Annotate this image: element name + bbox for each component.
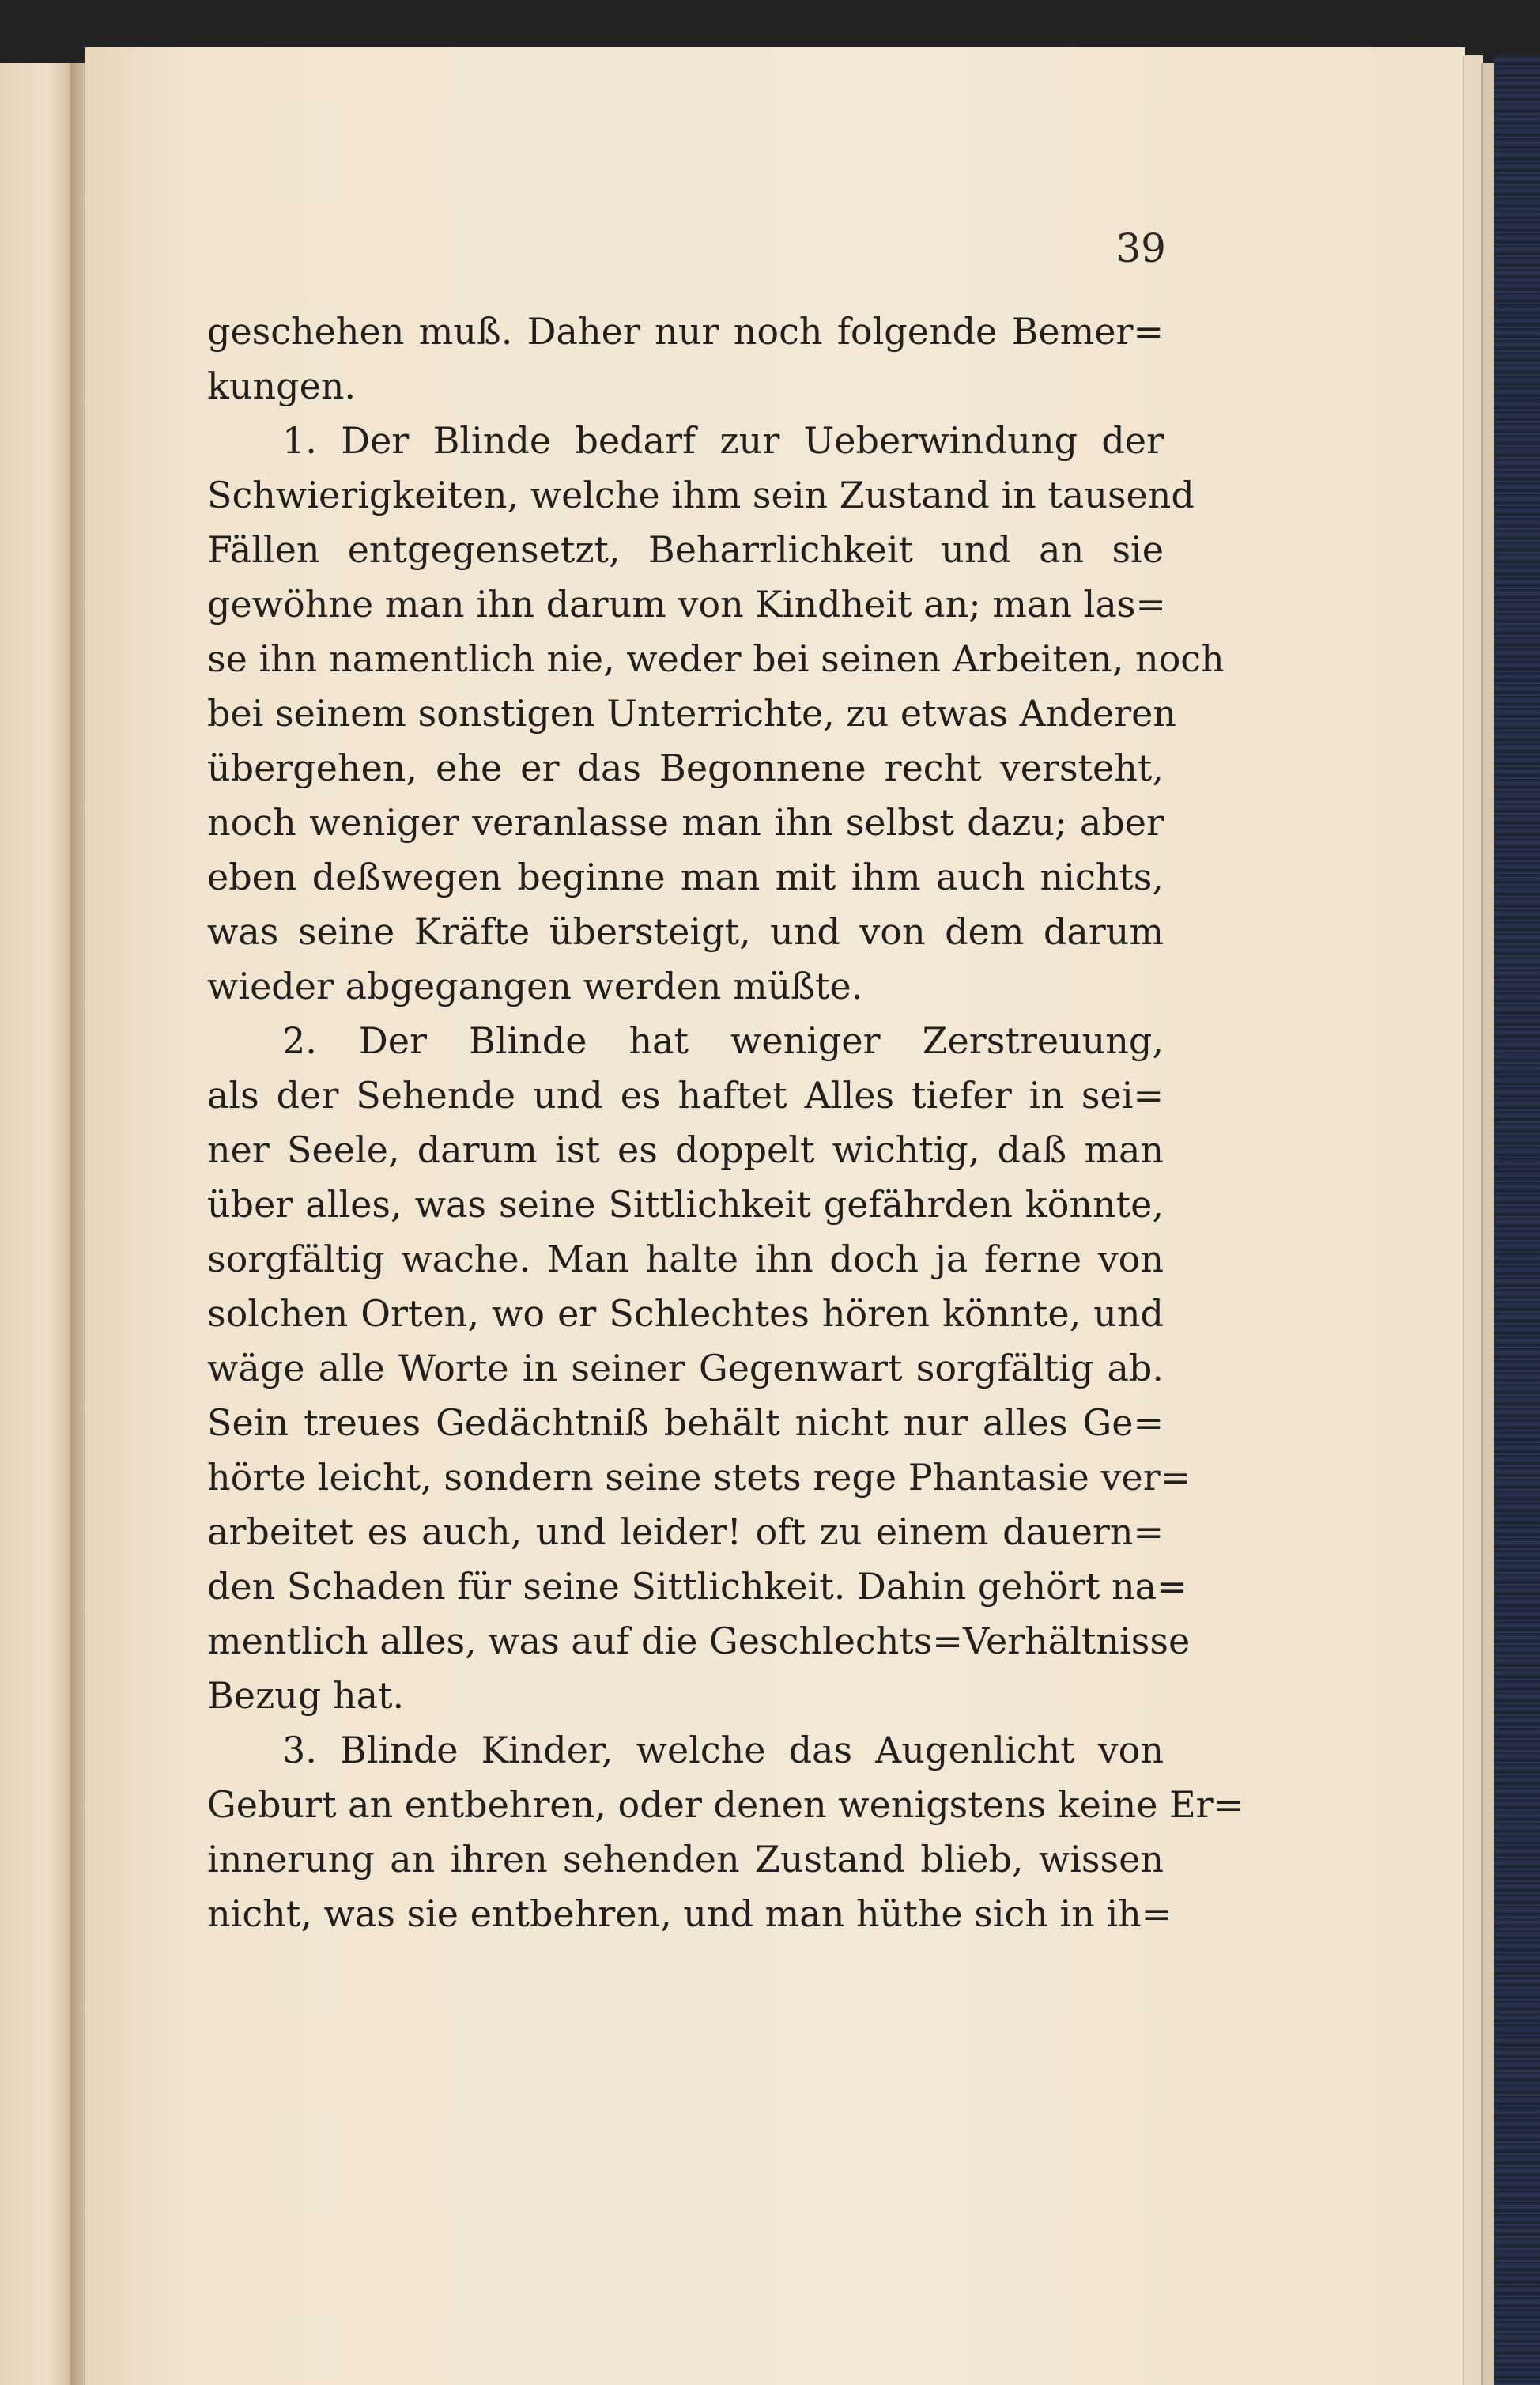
text-line: Fällen entgegensetzt, Beharrlichkeit und an sie (207, 528, 1164, 571)
text-line: geschehen muß. Daher nur noch folgende Bemer= (207, 310, 1164, 353)
text-line: als der Sehende und es haftet Alles tiefer in sei= (207, 1074, 1164, 1117)
page-number: 39 (1115, 225, 1166, 271)
book-cover-edge (1494, 55, 1540, 2385)
text-line: nicht, was sie entbehren, und man hüthe sich in ih= (207, 1892, 1172, 1935)
text-line: Geburt an entbehren, oder denen wenigstens keine Er= (207, 1783, 1244, 1826)
text-line: bei seinem sonstigen Unterrichte, zu etwas Anderen (207, 692, 1176, 735)
text-line: 1. Der Blinde bedarf zur Ueberwindung der (282, 419, 1164, 462)
text-line: wieder abgegangen werden müßte. (207, 965, 863, 1007)
page-stack-edge (1463, 55, 1483, 2385)
text-line: gewöhne man ihn darum von Kindheit an; man las= (207, 583, 1166, 626)
text-line: 3. Blinde Kinder, welche das Augenlicht von (282, 1729, 1164, 1771)
text-line: ner Seele, darum ist es doppelt wichtig, daß man (207, 1128, 1164, 1171)
text-line: noch weniger veranlasse man ihn selbst dazu; aber (207, 801, 1164, 844)
text-line: Sein treues Gedächtniß behält nicht nur alles Ge= (207, 1401, 1164, 1444)
text-line: 2. Der Blinde hat weniger Zerstreuung, (282, 1019, 1164, 1062)
text-line: solchen Orten, wo er Schlechtes hören könnte, und (207, 1292, 1164, 1335)
text-line: den Schaden für seine Sittlichkeit. Dahin gehört na= (207, 1565, 1187, 1608)
text-line: innerung an ihren sehenden Zustand blieb, wissen (207, 1838, 1164, 1880)
text-line: wäge alle Worte in seiner Gegenwart sorgfältig ab. (207, 1347, 1164, 1389)
text-line: eben deßwegen beginne man mit ihm auch nichts, (207, 856, 1164, 898)
text-line: Bezug hat. (207, 1674, 405, 1717)
text-line: was seine Kräfte übersteigt, und von dem darum (207, 910, 1164, 953)
text-line: Schwierigkeiten, welche ihm sein Zustand in tausend (207, 474, 1195, 516)
left-page-edge (0, 63, 79, 2385)
text-line: kungen. (207, 365, 357, 407)
text-line: mentlich alles, was auf die Geschlechts=Verhältnisse (207, 1620, 1191, 1662)
text-line: se ihn namentlich nie, weder bei seinen Arbeiten, noch (207, 637, 1225, 680)
text-line: arbeitet es auch, und leider! oft zu einem dauern= (207, 1510, 1164, 1553)
text-line: über alles, was seine Sittlichkeit gefährden könnte, (207, 1183, 1164, 1226)
text-line: hörte leicht, sondern seine stets rege Phantasie ver= (207, 1456, 1191, 1499)
page-text (207, 304, 1244, 1941)
text-line: sorgfältig wache. Man halte ihn doch ja ferne von (207, 1238, 1164, 1280)
text-line: übergehen, ehe er das Begonnene recht versteht, (207, 746, 1164, 789)
